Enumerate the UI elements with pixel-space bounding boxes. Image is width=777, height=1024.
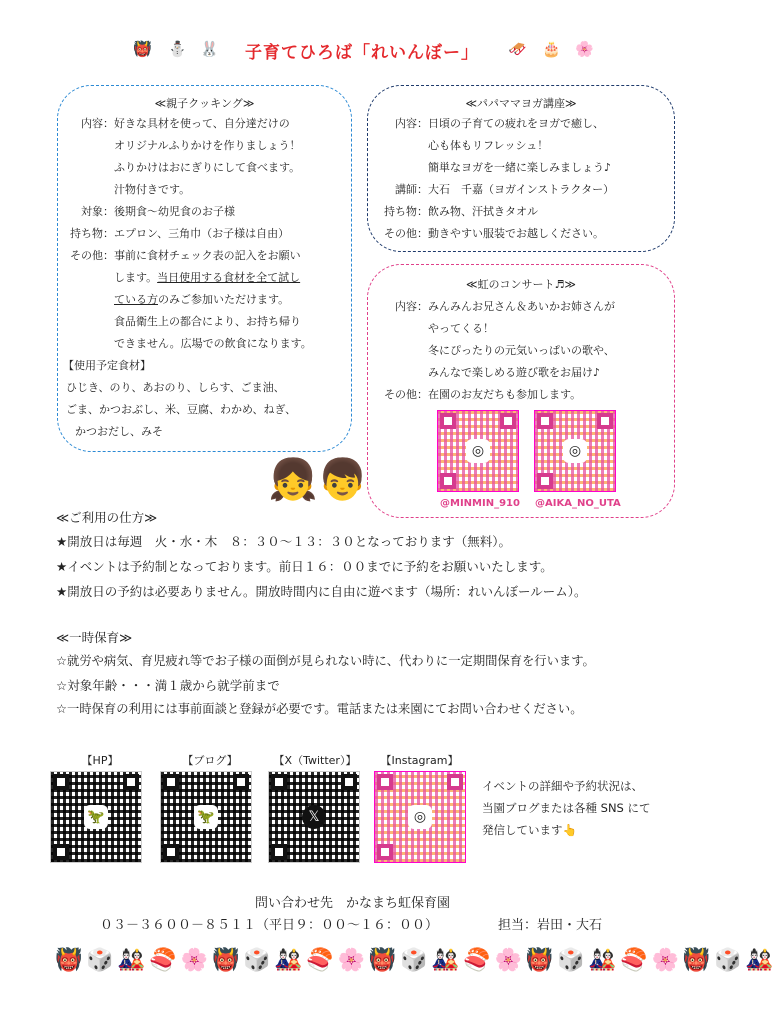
- blog-label: 【ブログ】: [182, 754, 238, 767]
- rabbit-icon: 🐰: [200, 40, 219, 58]
- concert-content-label: 内容：: [395, 300, 428, 313]
- instagram-icon: ◎: [408, 805, 432, 829]
- x-label: 【X（Twitter）】: [273, 754, 357, 767]
- aika-instagram-qr[interactable]: [534, 410, 616, 492]
- yoga-content-line: 簡単なヨガを一緒に楽しみましょう♪: [428, 161, 612, 174]
- yoga-teacher-label: 講師：: [395, 183, 428, 196]
- dinosaur-icon: 🦖: [84, 805, 108, 829]
- childcare-heading: ≪一時保育≫: [56, 630, 133, 645]
- yoga-content-label: 内容：: [395, 117, 428, 130]
- cooking-content-label: 内容：: [81, 117, 114, 130]
- concert-other: 在園のお友だちも参加します。: [428, 388, 582, 401]
- page-title: 子育てひろば「れいんぼー」: [245, 43, 479, 63]
- instagram-icon: ◎: [563, 439, 587, 463]
- childcare-line: ☆就労や病気、育児疲れ等でお子様の面倒が見られない時に、代わりに一定期間保育を行います。: [56, 654, 595, 668]
- cooking-other-underline: 当日使用する食材を全て試し: [157, 271, 301, 284]
- instagram-icon: ◎: [466, 439, 490, 463]
- snowman-icon: ⛄: [168, 40, 187, 58]
- yoga-items: 飲み物、汗拭きタオル: [428, 205, 538, 218]
- minmin-handle[interactable]: @MINMIN_910: [440, 498, 520, 509]
- ingredients-line: かつおだし、みそ: [75, 425, 163, 438]
- sns-note-line: 発信しています👆: [482, 823, 577, 837]
- usage-line: ★イベントは予約制となっております。前日１６：００までに予約をお願いいたします。: [56, 559, 553, 574]
- childcare-line: ☆対象年齢・・・満１歳から就学前まで: [56, 678, 280, 693]
- cooking-other-line: 食品衛生上の都合により、お持ち帰り: [114, 315, 301, 328]
- cooking-other-label: その他：: [70, 249, 114, 262]
- cooking-items: エプロン、三角巾（お子様は自由）: [114, 227, 290, 240]
- ingredients-line: ひじき、のり、あおのり、しらす、ごま油、: [66, 381, 285, 394]
- contact-label: 問い合わせ先 かなまち虹保育園: [255, 896, 451, 911]
- contact-staff: 担当：岩田・大石: [498, 918, 603, 933]
- cooking-content-line: オリジナルふりかけを作りましょう！: [114, 139, 301, 152]
- cooking-other-line: できません。広場での飲食になります。: [114, 337, 312, 350]
- cooking-other-line: 事前に食材チェック表の記入をお願い: [114, 249, 301, 262]
- childcare-line: ☆一時保育の利用には事前面談と登録が必要です。電話または来園にてお問い合わせください。: [56, 702, 583, 716]
- yoga-content-line: 心も体もリフレッシュ！: [428, 139, 549, 152]
- concert-content-line: 冬にぴったりの元気いっぱいの歌や、: [428, 344, 615, 357]
- concert-content-line: やってくる！: [428, 322, 494, 335]
- cooking-target-label: 対象：: [81, 205, 114, 218]
- x-qr[interactable]: [268, 771, 360, 863]
- instagram-qr[interactable]: [374, 771, 466, 863]
- aika-handle[interactable]: @AIKA_NO_UTA: [535, 498, 621, 509]
- kids-illustration: 👧👦: [268, 457, 368, 503]
- yoga-heading: ≪パパママヨガ講座≫: [465, 97, 577, 110]
- dinosaur-icon: 🦖: [194, 805, 218, 829]
- instagram-label: 【Instagram】: [380, 754, 459, 767]
- flower-icon: 🌸: [575, 40, 594, 58]
- minmin-instagram-qr[interactable]: [437, 410, 519, 492]
- concert-content-line: みんみんお兄さん＆あいかお姉さんが: [428, 300, 615, 313]
- cooking-content-line: ふりかけはおにぎりにして食べます。: [114, 161, 301, 174]
- blog-qr[interactable]: [160, 771, 252, 863]
- cooking-content-line: 好きな具材を使って、自分達だけの: [114, 117, 290, 130]
- cooking-other-underline: ている方: [114, 293, 158, 306]
- usage-heading: ≪ご利用の仕方≫: [56, 510, 158, 525]
- cooking-items-label: 持ち物：: [70, 227, 114, 240]
- cooking-heading: ≪親子クッキング≫: [154, 97, 255, 110]
- cake-icon: 🎂: [542, 40, 561, 58]
- cooking-other-line: します。: [114, 271, 158, 284]
- hp-label: 【HP】: [81, 754, 119, 767]
- usage-line: ★開放日は毎週 火・水・木 ８：３０～１３：３０となっております（無料）。: [56, 534, 511, 549]
- concert-content-line: みんなで楽しめる遊び歌をお届け♪: [428, 366, 601, 379]
- x-logo-icon: 𝕏: [302, 805, 326, 829]
- sled-icon: 🛷: [508, 40, 527, 58]
- cooking-other-line: のみご参加いただけます。: [158, 293, 290, 306]
- sns-note-line: 当園ブログまたは各種 SNS にて: [482, 801, 651, 815]
- oni-icon: 👹: [133, 40, 152, 58]
- yoga-teacher: 大石 千嘉（ヨガインストラクター）: [428, 183, 615, 196]
- ingredients-line: ごま、かつおぶし、米、豆腐、わかめ、ねぎ、: [66, 403, 297, 416]
- usage-line: ★開放日の予約は必要ありません。開放時間内に自由に遊べます（場所：れいんぼールーム）。: [56, 584, 587, 599]
- hp-qr[interactable]: [50, 771, 142, 863]
- sns-note-line: イベントの詳細や予約状況は、: [482, 779, 643, 793]
- yoga-items-label: 持ち物：: [384, 205, 428, 218]
- setsubun-decoration-border: 👹🎲🎎🍣🌸👹🎲🎎🍣🌸👹🎲🎎🍣🌸👹🎲🎎🍣🌸👹🎲🎎: [55, 948, 777, 973]
- cooking-target: 後期食～幼児食のお子様: [114, 205, 235, 218]
- yoga-other-label: その他：: [384, 227, 428, 240]
- yoga-content-line: 日頃の子育ての疲れをヨガで癒し、: [428, 117, 604, 130]
- contact-phone[interactable]: ０３－３６００－８５１１（平日９：００～１６：００）: [100, 918, 439, 933]
- concert-other-label: その他：: [384, 388, 428, 401]
- yoga-other: 動きやすい服装でお越しください。: [428, 227, 604, 240]
- ingredients-heading: 【使用予定食材】: [63, 359, 151, 372]
- concert-heading: ≪虹のコンサート♬≫: [466, 278, 576, 291]
- cooking-content-line: 汁物付きです。: [114, 183, 191, 196]
